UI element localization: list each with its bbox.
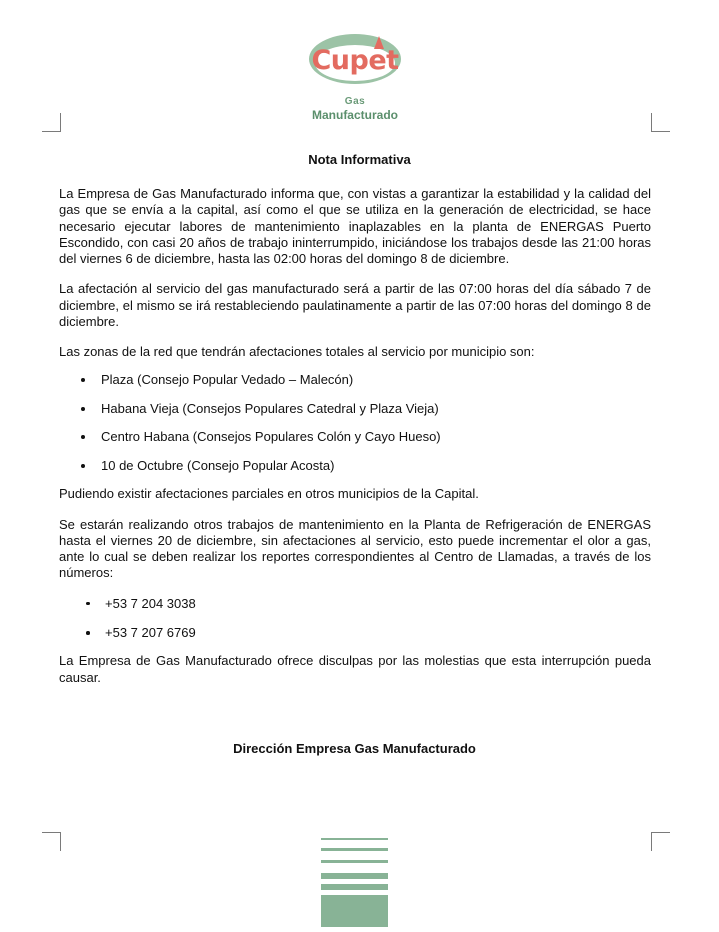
paragraph-partial-note: Pudiendo existir afectaciones parciales en otros municipios de la Capital. [59,486,479,502]
list-item [59,625,651,641]
paragraph-apology: La Empresa de Gas Manufacturado ofrece disculpas por las molestias que esta interrupción pueda causar. [59,653,651,685]
paragraph-maintenance: Se estarán realizando otros trabajos de mantenimiento en la Planta de Refrigeración de ENERGAS hasta el viernes 20 de diciembre, sin afectaciones al servicio, esto puede incrementar el olor a gas, ante lo cual se deben realizar los reportes correspondientes al Centro de Llamadas, a través de los números: [59,516,651,581]
crop-mark-top-left [42,113,61,132]
zone-text: Habana Vieja (Consejos Populares Catedral y Plaza Vieja) [101,400,439,416]
list-item [59,458,651,474]
list-item [59,372,651,388]
logo-brand-text: Cupet [311,45,399,76]
phone-number: +53 7 204 3038 [105,595,196,611]
document-title: Nota Informativa [308,152,411,167]
logo-line1: Gas [344,96,366,107]
paragraph-intro: La Empresa de Gas Manufacturado informa que, con vistas a garantizar la estabilidad y la calidad del gas que se envía a la capital, así como el que se utiliza en la generación de electricidad, se hace necesario ejecutar labores de mantenimiento inaplazables en la planta de ENERGAS Puerto Escondido, con casi 20 años de trabajo ininterrumpido, iniciándose los trabajos desde las 21:00 horas del viernes 6 de diciembre, hasta las 02:00 horas del domingo 8 de diciembre. [59,186,651,267]
list-item [59,401,651,417]
list-item [59,429,651,445]
bullet-icon [81,378,85,382]
crop-mark-bottom-right [651,832,670,851]
crop-mark-bottom-left [42,832,61,851]
bullet-icon [81,464,85,468]
bullet-icon [86,602,90,606]
zone-text: Plaza (Consejo Popular Vedado – Malecón) [101,371,354,387]
paragraph-zones-intro: Las zonas de la red que tendrán afectaciones totales al servicio por municipio son: [59,344,535,360]
zones-list [59,372,651,475]
cupet-logo [300,30,410,125]
bullet-icon [86,631,90,635]
phone-number: +53 7 207 6769 [105,625,196,641]
crop-mark-top-right [651,113,670,132]
logo-line2: Manufacturado [311,108,398,122]
bullet-icon [81,407,85,411]
bullet-icon [81,435,85,439]
paragraph-affectation: La afectación al servicio del gas manufacturado será a partir de las 07:00 horas del día sábado 7 de diciembre, el mismo se irá restableciendo paulatinamente a partir de las 07:00 horas del domingo 8 de diciembre. [59,281,651,330]
phones-list [59,596,651,642]
signature: Dirección Empresa Gas Manufacturado [233,741,476,756]
document-body [59,186,651,700]
footer-stripes-graphic [321,838,388,927]
zone-text: Centro Habana (Consejos Populares Colón y Cayo Hueso) [101,429,441,445]
list-item [59,596,651,612]
zone-text: 10 de Octubre (Consejo Popular Acosta) [101,458,335,474]
